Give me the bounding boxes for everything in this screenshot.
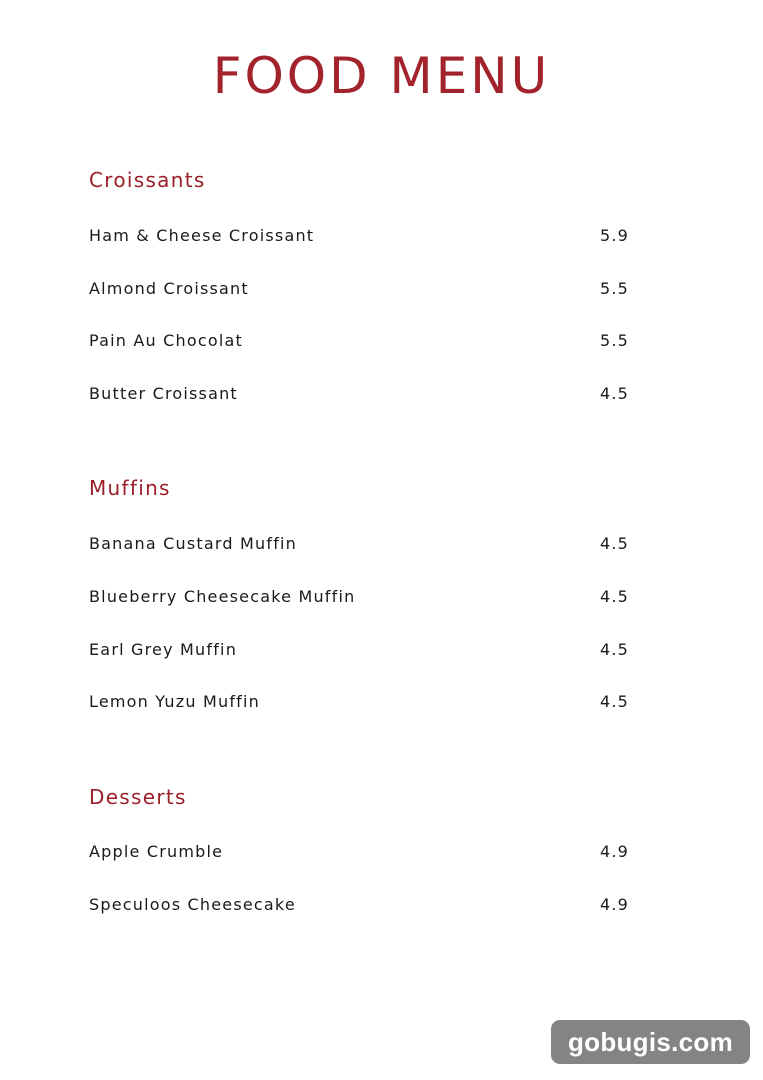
item-price: 4.5 — [599, 587, 629, 606]
menu-item — [89, 224, 629, 248]
item-price: 4.5 — [599, 692, 629, 711]
item-price: 4.5 — [599, 534, 629, 553]
item-name: Blueberry Cheesecake Muffin — [89, 587, 356, 606]
item-name: Ham & Cheese Croissant — [89, 226, 315, 245]
menu-title: FOOD MENU — [212, 47, 551, 105]
item-name: Apple Crumble — [89, 842, 224, 861]
item-name: Earl Grey Muffin — [89, 640, 238, 659]
menu-item — [89, 638, 629, 662]
menu-item — [89, 329, 629, 353]
item-price: 4.9 — [599, 842, 629, 861]
menu-item — [89, 840, 629, 864]
item-name: Almond Croissant — [89, 279, 249, 298]
item-name: Butter Croissant — [89, 384, 238, 403]
item-name: Lemon Yuzu Muffin — [89, 692, 260, 711]
menu-item — [89, 277, 629, 301]
section-heading-muffins: Muffins — [89, 476, 171, 500]
item-price: 5.5 — [599, 279, 629, 298]
menu-item — [89, 585, 629, 609]
section-heading-croissants: Croissants — [89, 168, 206, 192]
item-price: 5.5 — [599, 331, 629, 350]
menu-item — [89, 893, 629, 917]
menu-item — [89, 382, 629, 406]
menu-item — [89, 532, 629, 556]
watermark-badge: gobugis.com — [551, 1020, 750, 1064]
section-heading-desserts: Desserts — [89, 785, 187, 809]
item-price: 4.5 — [599, 384, 629, 403]
item-name: Banana Custard Muffin — [89, 534, 298, 553]
item-price: 4.9 — [599, 895, 629, 914]
item-price: 5.9 — [599, 226, 629, 245]
menu-item — [89, 690, 629, 714]
item-name: Speculoos Cheesecake — [89, 895, 296, 914]
item-price: 4.5 — [599, 640, 629, 659]
item-name: Pain Au Chocolat — [89, 331, 243, 350]
